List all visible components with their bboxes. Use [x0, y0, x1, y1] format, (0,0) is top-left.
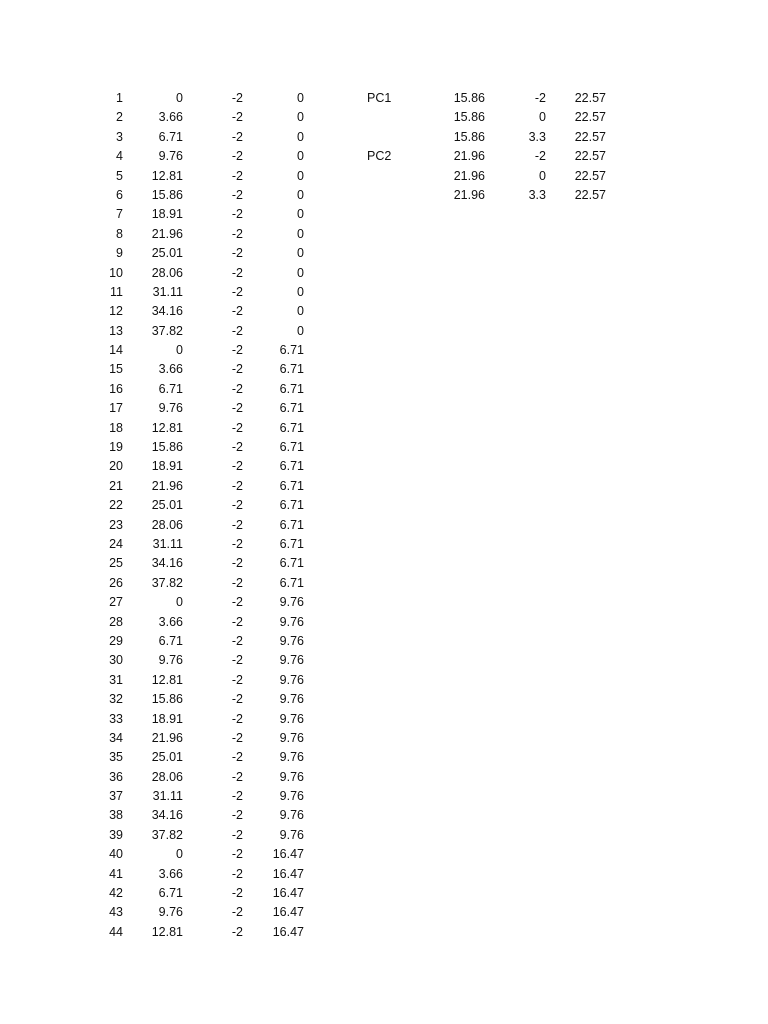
x-value-cell: 3.66 [158, 110, 183, 125]
row-index-cell: 17 [109, 401, 123, 416]
table-row [0, 108, 768, 127]
x-value-cell: 3.66 [158, 614, 183, 629]
x-value-cell: 25.01 [151, 750, 183, 765]
y-value-cell: -2 [231, 284, 243, 299]
row-index-cell: 33 [109, 711, 123, 726]
z-value-cell: 9.76 [279, 595, 304, 610]
y-value-cell: -2 [231, 789, 243, 804]
x-value-cell: 28.06 [151, 769, 183, 784]
z-value-cell: 6.71 [279, 575, 304, 590]
row-index-cell: 22 [109, 498, 123, 513]
y-value-cell: -2 [231, 517, 243, 532]
side-a-cell: 21.96 [453, 168, 485, 183]
y-value-cell: -2 [231, 478, 243, 493]
y-value-cell: -2 [231, 866, 243, 881]
table-row [0, 613, 768, 632]
z-value-cell: 0 [297, 284, 304, 299]
x-value-cell: 3.66 [158, 362, 183, 377]
row-index-cell: 7 [116, 207, 123, 222]
y-value-cell: -2 [231, 653, 243, 668]
row-index-cell: 25 [109, 556, 123, 571]
row-index-cell: 41 [109, 866, 123, 881]
row-index-cell: 3 [116, 129, 123, 144]
row-index-cell: 5 [116, 168, 123, 183]
y-value-cell: -2 [231, 91, 243, 105]
table-row [0, 225, 768, 244]
spreadsheet [0, 89, 768, 942]
z-value-cell: 9.76 [279, 633, 304, 648]
y-value-cell: -2 [231, 536, 243, 551]
table-row [0, 806, 768, 825]
x-value-cell: 34.16 [151, 304, 183, 319]
side-b-cell: 0 [539, 168, 546, 183]
table-row [0, 671, 768, 690]
table-row [0, 244, 768, 263]
table-row [0, 380, 768, 399]
x-value-cell: 15.86 [151, 187, 183, 202]
table-row [0, 360, 768, 379]
table-row [0, 283, 768, 302]
table-row [0, 690, 768, 709]
table-row [0, 438, 768, 457]
y-value-cell: -2 [231, 401, 243, 416]
z-value-cell: 9.76 [279, 711, 304, 726]
side-a-cell: 15.86 [453, 129, 485, 144]
x-value-cell: 25.01 [151, 246, 183, 261]
z-value-cell: 16.47 [272, 866, 304, 881]
y-value-cell: -2 [231, 498, 243, 513]
side-a-cell: 21.96 [453, 149, 485, 164]
y-value-cell: -2 [231, 924, 243, 939]
y-value-cell: -2 [231, 246, 243, 261]
table-row [0, 89, 768, 108]
table-row [0, 419, 768, 438]
row-index-cell: 38 [109, 808, 123, 823]
row-index-cell: 20 [109, 459, 123, 474]
table-row [0, 845, 768, 864]
row-index-cell: 28 [109, 614, 123, 629]
table-row [0, 128, 768, 147]
row-index-cell: 35 [109, 750, 123, 765]
table-row [0, 554, 768, 573]
y-value-cell: -2 [231, 459, 243, 474]
x-value-cell: 15.86 [151, 440, 183, 455]
z-value-cell: 0 [297, 149, 304, 164]
z-value-cell: 0 [297, 187, 304, 202]
table-row [0, 147, 768, 166]
y-value-cell: -2 [231, 730, 243, 745]
x-value-cell: 37.82 [151, 323, 183, 338]
table-row [0, 322, 768, 341]
table-row [0, 923, 768, 942]
z-value-cell: 6.71 [279, 498, 304, 513]
row-index-cell: 30 [109, 653, 123, 668]
z-value-cell: 0 [297, 323, 304, 338]
x-value-cell: 37.82 [151, 827, 183, 842]
side-b-cell: 0 [539, 110, 546, 125]
z-value-cell: 0 [297, 207, 304, 222]
row-index-cell: 24 [109, 536, 123, 551]
x-value-cell: 9.76 [158, 149, 183, 164]
z-value-cell: 6.71 [279, 536, 304, 551]
z-value-cell: 6.71 [279, 343, 304, 358]
y-value-cell: -2 [231, 886, 243, 901]
table-row [0, 457, 768, 476]
x-value-cell: 28.06 [151, 265, 183, 280]
side-b-cell: 3.3 [528, 129, 546, 144]
row-index-cell: 9 [116, 246, 123, 261]
y-value-cell: -2 [231, 750, 243, 765]
side-c-cell: 22.57 [574, 168, 606, 183]
z-value-cell: 6.71 [279, 401, 304, 416]
table-row [0, 651, 768, 670]
row-index-cell: 36 [109, 769, 123, 784]
x-value-cell: 31.11 [152, 789, 183, 804]
row-index-cell: 37 [109, 789, 123, 804]
table-row [0, 787, 768, 806]
row-index-cell: 39 [109, 827, 123, 842]
row-index-cell: 23 [109, 517, 123, 532]
row-index-cell: 27 [109, 595, 123, 610]
x-value-cell: 34.16 [151, 556, 183, 571]
table-row [0, 884, 768, 903]
side-label-cell: PC1 [367, 91, 392, 105]
z-value-cell: 6.71 [279, 459, 304, 474]
x-value-cell: 6.71 [158, 381, 183, 396]
z-value-cell: 0 [297, 168, 304, 183]
y-value-cell: -2 [231, 381, 243, 396]
table-row [0, 186, 768, 205]
table-row [0, 205, 768, 224]
side-a-cell: 15.86 [453, 91, 485, 105]
row-index-cell: 1 [116, 91, 123, 105]
z-value-cell: 0 [297, 304, 304, 319]
z-value-cell: 0 [297, 265, 304, 280]
z-value-cell: 0 [297, 110, 304, 125]
z-value-cell: 0 [297, 91, 304, 105]
table-row [0, 729, 768, 748]
x-value-cell: 12.81 [151, 168, 183, 183]
side-b-cell: -2 [534, 91, 546, 105]
z-value-cell: 9.76 [279, 653, 304, 668]
row-index-cell: 15 [109, 362, 123, 377]
side-c-cell: 22.57 [574, 149, 606, 164]
y-value-cell: -2 [231, 343, 243, 358]
row-index-cell: 11 [110, 284, 123, 299]
z-value-cell: 16.47 [272, 847, 304, 862]
row-index-cell: 13 [109, 323, 123, 338]
row-index-cell: 42 [109, 886, 123, 901]
y-value-cell: -2 [231, 207, 243, 222]
z-value-cell: 6.71 [279, 362, 304, 377]
y-value-cell: -2 [231, 575, 243, 590]
table-row [0, 535, 768, 554]
x-value-cell: 9.76 [158, 905, 183, 920]
x-value-cell: 12.81 [151, 420, 183, 435]
row-index-cell: 40 [109, 847, 123, 862]
row-index-cell: 34 [109, 730, 123, 745]
y-value-cell: -2 [231, 556, 243, 571]
y-value-cell: -2 [231, 129, 243, 144]
z-value-cell: 9.76 [279, 750, 304, 765]
row-index-cell: 14 [109, 343, 123, 358]
z-value-cell: 9.76 [279, 692, 304, 707]
y-value-cell: -2 [231, 149, 243, 164]
row-index-cell: 43 [109, 905, 123, 920]
x-value-cell: 0 [176, 847, 183, 862]
side-c-cell: 22.57 [574, 110, 606, 125]
z-value-cell: 9.76 [279, 672, 304, 687]
z-value-cell: 0 [297, 226, 304, 241]
y-value-cell: -2 [231, 769, 243, 784]
z-value-cell: 16.47 [272, 905, 304, 920]
z-value-cell: 6.71 [279, 440, 304, 455]
y-value-cell: -2 [231, 614, 243, 629]
x-value-cell: 3.66 [158, 866, 183, 881]
x-value-cell: 18.91 [151, 459, 183, 474]
row-index-cell: 16 [109, 381, 123, 396]
row-index-cell: 21 [109, 478, 123, 493]
row-index-cell: 10 [109, 265, 123, 280]
x-value-cell: 12.81 [151, 672, 183, 687]
x-value-cell: 9.76 [158, 401, 183, 416]
table-row [0, 632, 768, 651]
x-value-cell: 21.96 [151, 478, 183, 493]
y-value-cell: -2 [231, 420, 243, 435]
table-row [0, 865, 768, 884]
x-value-cell: 21.96 [151, 226, 183, 241]
row-index-cell: 19 [109, 440, 123, 455]
row-index-cell: 44 [109, 924, 123, 939]
x-value-cell: 21.96 [151, 730, 183, 745]
z-value-cell: 9.76 [279, 789, 304, 804]
x-value-cell: 6.71 [158, 633, 183, 648]
x-value-cell: 15.86 [151, 692, 183, 707]
y-value-cell: -2 [231, 672, 243, 687]
x-value-cell: 6.71 [158, 129, 183, 144]
table-row [0, 748, 768, 767]
x-value-cell: 31.11 [152, 284, 183, 299]
table-row [0, 302, 768, 321]
z-value-cell: 6.71 [279, 420, 304, 435]
y-value-cell: -2 [231, 440, 243, 455]
x-value-cell: 31.11 [152, 536, 183, 551]
x-value-cell: 37.82 [151, 575, 183, 590]
z-value-cell: 9.76 [279, 769, 304, 784]
x-value-cell: 9.76 [158, 653, 183, 668]
side-c-cell: 22.57 [574, 91, 606, 105]
side-c-cell: 22.57 [574, 187, 606, 202]
y-value-cell: -2 [231, 692, 243, 707]
x-value-cell: 18.91 [151, 207, 183, 222]
table-row [0, 399, 768, 418]
table-row [0, 341, 768, 360]
y-value-cell: -2 [231, 168, 243, 183]
row-index-cell: 26 [109, 575, 123, 590]
y-value-cell: -2 [231, 187, 243, 202]
table-row [0, 768, 768, 787]
x-value-cell: 0 [176, 91, 183, 105]
z-value-cell: 6.71 [279, 381, 304, 396]
z-value-cell: 9.76 [279, 730, 304, 745]
y-value-cell: -2 [231, 595, 243, 610]
row-index-cell: 4 [116, 149, 123, 164]
table-row [0, 516, 768, 535]
table-row [0, 496, 768, 515]
table-row [0, 903, 768, 922]
table-row [0, 593, 768, 612]
z-value-cell: 9.76 [279, 614, 304, 629]
z-value-cell: 6.71 [279, 478, 304, 493]
table-row [0, 167, 768, 186]
side-b-cell: -2 [534, 149, 546, 164]
y-value-cell: -2 [231, 323, 243, 338]
x-value-cell: 18.91 [151, 711, 183, 726]
row-index-cell: 29 [109, 633, 123, 648]
y-value-cell: -2 [231, 847, 243, 862]
z-value-cell: 9.76 [279, 808, 304, 823]
row-index-cell: 32 [109, 692, 123, 707]
side-c-cell: 22.57 [574, 129, 606, 144]
row-index-cell: 2 [116, 110, 123, 125]
y-value-cell: -2 [231, 362, 243, 377]
z-value-cell: 9.76 [279, 827, 304, 842]
y-value-cell: -2 [231, 304, 243, 319]
row-index-cell: 8 [116, 226, 123, 241]
x-value-cell: 25.01 [151, 498, 183, 513]
table-row [0, 826, 768, 845]
y-value-cell: -2 [231, 633, 243, 648]
x-value-cell: 28.06 [151, 517, 183, 532]
y-value-cell: -2 [231, 226, 243, 241]
x-value-cell: 0 [176, 595, 183, 610]
side-label-cell: PC2 [367, 149, 392, 164]
z-value-cell: 6.71 [279, 556, 304, 571]
y-value-cell: -2 [231, 265, 243, 280]
row-index-cell: 31 [109, 672, 123, 687]
x-value-cell: 12.81 [151, 924, 183, 939]
table-row [0, 264, 768, 283]
x-value-cell: 6.71 [158, 886, 183, 901]
row-index-cell: 12 [109, 304, 123, 319]
coordinates-table [0, 89, 768, 942]
z-value-cell: 16.47 [272, 924, 304, 939]
y-value-cell: -2 [231, 110, 243, 125]
side-a-cell: 15.86 [453, 110, 485, 125]
table-row [0, 710, 768, 729]
z-value-cell: 6.71 [279, 517, 304, 532]
y-value-cell: -2 [231, 827, 243, 842]
y-value-cell: -2 [231, 711, 243, 726]
z-value-cell: 0 [297, 129, 304, 144]
y-value-cell: -2 [231, 905, 243, 920]
table-row [0, 574, 768, 593]
row-index-cell: 6 [116, 187, 123, 202]
y-value-cell: -2 [231, 808, 243, 823]
side-a-cell: 21.96 [453, 187, 485, 202]
x-value-cell: 0 [176, 343, 183, 358]
x-value-cell: 34.16 [151, 808, 183, 823]
table-row [0, 477, 768, 496]
row-index-cell: 18 [109, 420, 123, 435]
z-value-cell: 0 [297, 246, 304, 261]
z-value-cell: 16.47 [272, 886, 304, 901]
side-b-cell: 3.3 [528, 187, 546, 202]
